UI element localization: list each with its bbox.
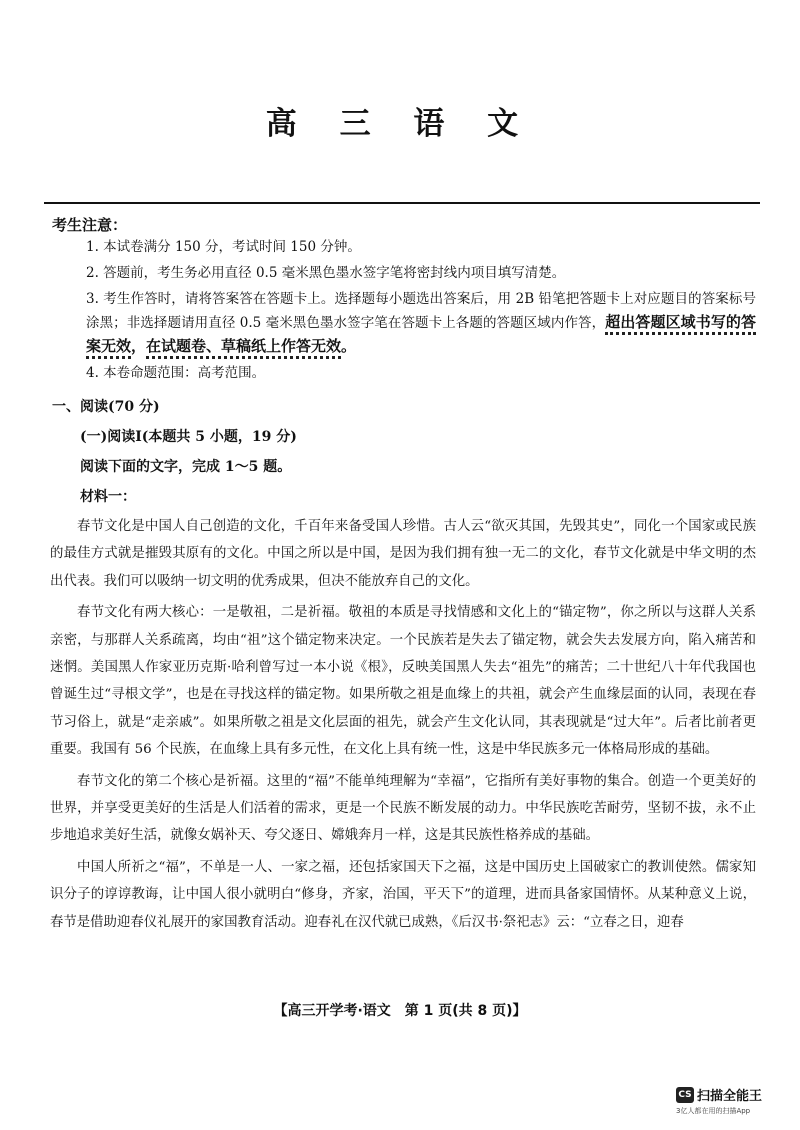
passage-body	[50, 513, 756, 940]
section-heading: 一、阅读(70 分)	[52, 399, 160, 415]
notice-list	[86, 236, 756, 388]
notice-item-3	[86, 288, 756, 359]
notice-item-1: 1. 本试卷满分 150 分，考试时间 150 分钟。	[86, 239, 361, 255]
notice-emphasis-1: 超出答题区域书写的答案无效	[86, 313, 756, 359]
notice-separator: ，	[131, 337, 147, 355]
paragraph-4: 中国人所祈之“福”，不单是一人、一家之福，还包括家国天下之福，这是中国历史上国破家亡的教训使然。儒家知识分子的谆谆教诲，让中国人很小就明白“修身，齐家，治国，平天下”的道理，进而具备家国情怀。从某种意义上说，春节是借助迎春仪礼展开的家国教育活动。迎春礼在汉代就已成熟，《后汉书·祭祀志》云：“立春之日，迎春	[50, 859, 756, 930]
page-footer: 【高三开学考·语文 第 1 页(共 8 页)】	[273, 1003, 527, 1019]
notice-item-4: 4. 本卷命题范围：高考范围。	[86, 365, 266, 381]
material-label: 材料一：	[80, 489, 136, 505]
notice-item-3-text: 3. 考生作答时，请将答案答在答题卡上。选择题每小题选出答案后，用 2B 铅笔把答题卡上对应题目的答案标号涂黑；非选择题请用直径 0.5 毫米黑色墨水签字笔在答题卡上各题的答题区域内作答，	[86, 291, 756, 331]
scanner-tagline: 3亿人都在用的扫描App	[676, 1107, 751, 1115]
notice-item-2: 2. 答题前，考生务必用直径 0.5 毫米黑色墨水签字笔将密封线内项目填写清楚。	[86, 265, 566, 281]
subsection-heading: (一)阅读Ⅰ(本题共 5 小题，19 分)	[80, 429, 297, 445]
notice-heading: 考生注意：	[52, 216, 128, 234]
paragraph-1: 春节文化是中国人自己创造的文化，千百年来备受国人珍惜。古人云“欲灭其国，先毁其史”，同化一个国家或民族的最佳方式就是摧毁其原有的文化。中国之所以是中国，是因为我们拥有独一无二的文化，春节文化就是中华文明的杰出代表。我们可以吸纳一切文明的优秀成果，但决不能放弃自己的文化。	[50, 519, 756, 589]
notice-emphasis-2: 在试题卷、草稿纸上作答无效	[146, 337, 341, 359]
page-title: 高 三 语 文	[265, 106, 535, 142]
reading-instruction: 阅读下面的文字，完成 1～5 题。	[80, 459, 292, 475]
paragraph-3: 春节文化的第二个核心是祈福。这里的“福”不能单纯理解为“幸福”，它指所有美好事物的集合。创造一个更美好的世界，并享受更美好的生活是人们活着的需求，更是一个民族不断发展的动力。中华民族吃苦耐劳，坚韧不拔，永不止步地追求美好生活，就像女娲补天、夸父逐日、嫦娥奔月一样，这是其民族性格养成的基础。	[50, 773, 756, 844]
scanner-name: 扫描全能王	[697, 1089, 763, 1104]
notice-end: 。	[341, 337, 357, 355]
paragraph-2: 春节文化有两大核心：一是敬祖，二是祈福。敬祖的本质是寻找情感和文化上的“锚定物”，你之所以与这群人关系亲密，与那群人关系疏离，均由“祖”这个锚定物来决定。一个民族若是失去了锚定物，就会失去发展方向，陷入痛苦和迷惘。美国黑人作家亚历克斯·哈利曾写过一本小说《根》，反映美国黑人失去“祖先”的痛苦；二十世纪八十年代我国也曾诞生过“寻根文学”，也是在寻找这样的锚定物。如果所敬之祖是血缘上的共祖，就会产生血缘层面的认同，表现在春节习俗上，就是“走亲戚”。如果所敬之祖是文化层面的祖先，就会产生文化认同，其表现就是“过大年”。后者比前者更重要。我国有 56 个民族，在血缘上具有多元性，在文化上具有统一性，这是中华民族多元一体格局形成的基础。	[50, 605, 757, 758]
scanner-watermark	[676, 1084, 786, 1116]
scanner-logo-icon: CS	[676, 1087, 694, 1103]
header-divider	[44, 202, 760, 204]
